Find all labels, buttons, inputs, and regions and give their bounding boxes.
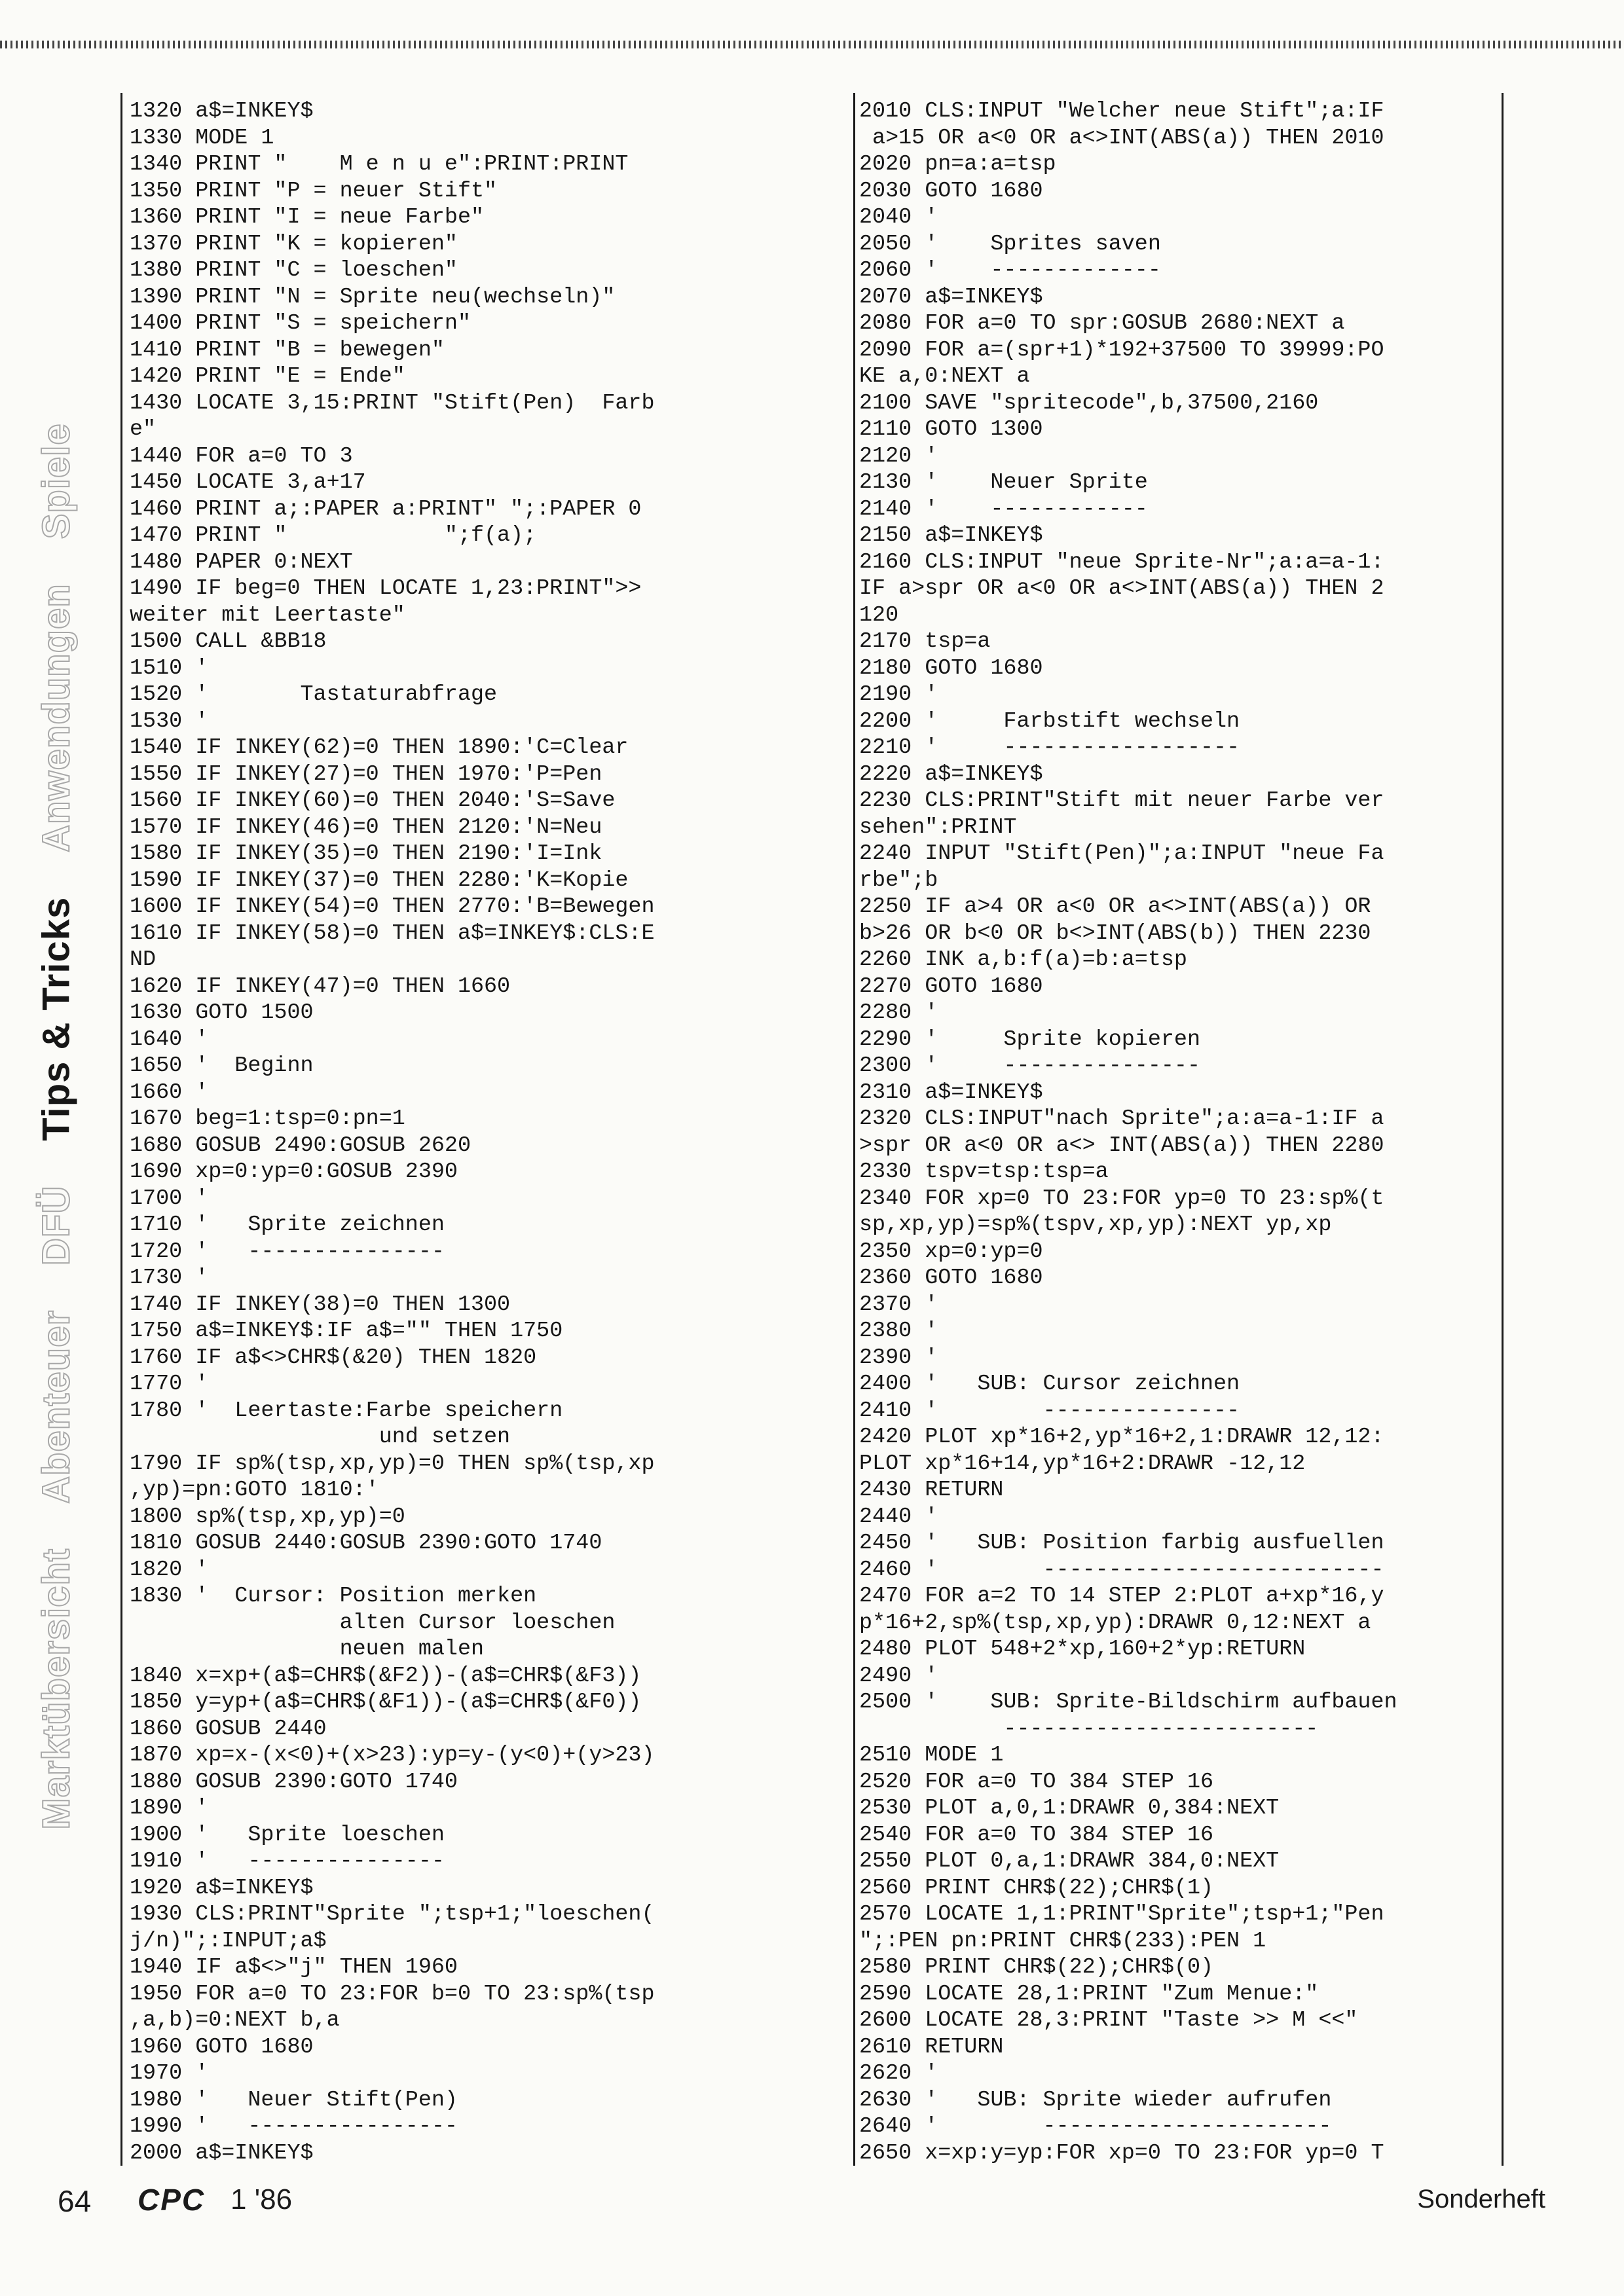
code-line: 2110 GOTO 1300	[859, 417, 1043, 442]
code-line: KE a,0:NEXT a	[859, 364, 1030, 389]
code-line: 2060 ' -------------	[859, 258, 1161, 283]
code-line: 2130 ' Neuer Sprite	[859, 470, 1148, 495]
code-line: 1710 ' Sprite zeichnen	[130, 1212, 445, 1237]
section-index-item: Marktübersicht	[35, 1548, 78, 1830]
code-line: 2030 GOTO 1680	[859, 178, 1043, 204]
code-line: 1940 IF a$<>"j" THEN 1960	[130, 1955, 458, 1980]
code-line: 2220 a$=INKEY$	[859, 761, 1043, 787]
code-line: 1380 PRINT "C = loeschen"	[130, 258, 458, 283]
code-line: j/n)";:INPUT;a$	[130, 1928, 327, 1954]
code-line: ND	[130, 947, 157, 972]
code-line: 1920 a$=INKEY$	[130, 1875, 314, 1901]
code-line: 2440 '	[859, 1504, 938, 1529]
code-line: 2350 xp=0:yp=0	[859, 1239, 1043, 1264]
code-line: 2250 IF a>4 OR a<0 OR a<>INT(ABS(a)) OR	[859, 894, 1371, 919]
code-line: 1360 PRINT "I = neue Farbe"	[130, 205, 485, 230]
code-line: e"	[130, 417, 157, 442]
section-index-item: DFÜ	[35, 1185, 78, 1266]
code-line: 2270 GOTO 1680	[859, 974, 1043, 999]
code-line: 1900 ' Sprite loeschen	[130, 1822, 445, 1848]
code-line: 2340 FOR xp=0 TO 23:FOR yp=0 TO 23:sp%(t	[859, 1186, 1384, 1211]
code-line: 1950 FOR a=0 TO 23:FOR b=0 TO 23:sp%(tsp	[130, 1981, 655, 2007]
code-line: 2560 PRINT CHR$(22);CHR$(1)	[859, 1875, 1214, 1901]
code-line: 2240 INPUT "Stift(Pen)";a:INPUT "neue Fa	[859, 841, 1384, 866]
code-line: 2000 a$=INKEY$	[130, 2140, 314, 2166]
code-line: 1860 GOSUB 2440	[130, 1716, 327, 1741]
code-line: 2490 '	[859, 1663, 938, 1688]
code-line: 120	[859, 602, 899, 628]
code-line: 1970 '	[130, 2061, 209, 2086]
code-line: 2620 '	[859, 2061, 938, 2086]
code-line: 2100 SAVE "spritecode",b,37500,2160	[859, 390, 1319, 416]
code-line: 2040 '	[859, 205, 938, 230]
code-line: a>15 OR a<0 OR a<>INT(ABS(a)) THEN 2010	[859, 125, 1384, 151]
code-line: 1420 PRINT "E = Ende"	[130, 364, 405, 389]
code-line: 1410 PRINT "B = bewegen"	[130, 337, 445, 363]
code-line: 1790 IF sp%(tsp,xp,yp)=0 THEN sp%(tsp,xp	[130, 1451, 655, 1476]
code-line: 2290 ' Sprite kopieren	[859, 1027, 1200, 1052]
code-line: 2370 '	[859, 1292, 938, 1317]
basic-listing-right-column	[859, 98, 1397, 2166]
code-line: 1820 '	[130, 1557, 209, 1582]
code-line: weiter mit Leertaste"	[130, 602, 405, 628]
code-line: sp,xp,yp)=sp%(tspv,xp,yp):NEXT yp,xp	[859, 1212, 1332, 1237]
code-line: 1670 beg=1:tsp=0:pn=1	[130, 1106, 405, 1131]
code-line: 1440 FOR a=0 TO 3	[130, 443, 353, 469]
code-line: und setzen	[130, 1425, 511, 1449]
code-line: 2380 '	[859, 1319, 938, 1343]
code-line: 2170 tsp=a	[859, 629, 991, 654]
code-line: 1690 xp=0:yp=0:GOSUB 2390	[130, 1159, 458, 1184]
code-line: 1700 '	[130, 1186, 209, 1211]
code-line: rbe";b	[859, 867, 938, 893]
code-line: 2080 FOR a=0 TO spr:GOSUB 2680:NEXT a	[859, 311, 1345, 336]
code-line: 1600 IF INKEY(54)=0 THEN 2770:'B=Bewegen	[130, 894, 655, 919]
code-line: 2550 PLOT 0,a,1:DRAWR 384,0:NEXT	[859, 1849, 1280, 1874]
code-line: 1960 GOTO 1680	[130, 2034, 314, 2060]
code-line: 1370 PRINT "K = kopieren"	[130, 231, 458, 257]
code-line: 2230 CLS:PRINT"Stift mit neuer Farbe ver	[859, 788, 1384, 813]
section-label: Sonderheft	[1417, 2185, 1545, 2214]
code-line: 1990 ' ----------------	[130, 2114, 458, 2139]
code-line: 1550 IF INKEY(27)=0 THEN 1970:'P=Pen	[130, 761, 602, 787]
magazine-name: CPC	[138, 2183, 206, 2217]
code-line: 2190 '	[859, 682, 938, 707]
code-line: 1760 IF a$<>CHR$(&20) THEN 1820	[130, 1345, 537, 1370]
code-line: 2630 ' SUB: Sprite wieder aufrufen	[859, 2087, 1332, 2113]
code-line: 2590 LOCATE 28,1:PRINT "Zum Menue:"	[859, 1981, 1319, 2007]
code-line: 2260 INK a,b:f(a)=b:a=tsp	[859, 947, 1187, 972]
code-line: 2640 ' ----------------------	[859, 2114, 1332, 2139]
code-line: 1530 '	[130, 708, 209, 734]
code-line: 2010 CLS:INPUT "Welcher neue Stift";a:IF	[859, 99, 1384, 124]
code-line: 1640 '	[130, 1027, 209, 1052]
code-line: 2480 PLOT 548+2*xp,160+2*yp:RETURN	[859, 1637, 1306, 1662]
code-line: 2400 ' SUB: Cursor zeichnen	[859, 1372, 1240, 1396]
code-line: 1390 PRINT "N = Sprite neu(wechseln)"	[130, 284, 616, 310]
code-line: 1800 sp%(tsp,xp,yp)=0	[130, 1504, 405, 1529]
code-line: b>26 OR b<0 OR b<>INT(ABS(b)) THEN 2230	[859, 920, 1371, 946]
code-line: 2580 PRINT CHR$(22);CHR$(0)	[859, 1955, 1214, 1980]
code-line: neuen malen	[130, 1637, 485, 1662]
code-line: 1630 GOTO 1500	[130, 1000, 314, 1025]
section-index-item: Anwendungen	[35, 583, 78, 852]
code-line: 1590 IF INKEY(37)=0 THEN 2280:'K=Kopie	[130, 867, 629, 893]
section-index-item: Spiele	[35, 422, 78, 539]
code-line: 2140 ' ------------	[859, 496, 1148, 522]
code-line: 1890 '	[130, 1796, 209, 1821]
code-line: 1510 '	[130, 655, 209, 681]
code-line: 1320 a$=INKEY$	[130, 99, 314, 124]
code-line: 1570 IF INKEY(46)=0 THEN 2120:'N=Neu	[130, 814, 602, 840]
code-line: 2210 ' ------------------	[859, 735, 1240, 760]
code-line: 2160 CLS:INPUT "neue Sprite-Nr";a:a=a-1:	[859, 549, 1384, 575]
code-line: 1580 IF INKEY(35)=0 THEN 2190:'I=Ink	[130, 841, 602, 866]
code-line: 1460 PRINT a;:PAPER a:PRINT" ";:PAPER 0	[130, 496, 642, 522]
page-number: 64	[58, 2184, 92, 2218]
code-line: 1680 GOSUB 2490:GOSUB 2620	[130, 1133, 471, 1158]
section-index-labels	[35, 401, 79, 1851]
code-line: 2120 '	[859, 443, 938, 469]
code-line: 1910 ' ---------------	[130, 1849, 445, 1874]
code-line: 2610 RETURN	[859, 2034, 1004, 2060]
code-line: 2390 '	[859, 1345, 938, 1370]
code-line: 1470 PRINT " ";f(a);	[130, 523, 537, 548]
top-dotted-rule	[0, 41, 1624, 48]
code-line: 1720 ' ---------------	[130, 1239, 445, 1264]
code-line: 1930 CLS:PRINT"Sprite ";tsp+1;"loeschen(	[130, 1902, 655, 1927]
code-line: 1350 PRINT "P = neuer Stift"	[130, 178, 498, 204]
code-line: 1830 ' Cursor: Position merken	[130, 1584, 537, 1609]
code-line: 2520 FOR a=0 TO 384 STEP 16	[859, 1769, 1214, 1795]
code-line: PLOT xp*16+14,yp*16+2:DRAWR -12,12	[859, 1451, 1306, 1476]
code-line: 1610 IF INKEY(58)=0 THEN a$=INKEY$:CLS:E	[130, 920, 655, 946]
code-line: 2280 '	[859, 1000, 938, 1025]
code-line: 1880 GOSUB 2390:GOTO 1740	[130, 1769, 458, 1795]
code-line: ------------------------	[859, 1716, 1319, 1741]
code-line: 1740 IF INKEY(38)=0 THEN 1300	[130, 1292, 511, 1317]
issue-label: 1 '86	[231, 2183, 293, 2215]
code-line: 1650 ' Beginn	[130, 1053, 314, 1078]
code-line: 2420 PLOT xp*16+2,yp*16+2,1:DRAWR 12,12:	[859, 1425, 1384, 1449]
code-line: 2450 ' SUB: Position farbig ausfuellen	[859, 1531, 1384, 1556]
code-line: IF a>spr OR a<0 OR a<>INT(ABS(a)) THEN 2	[859, 576, 1384, 601]
code-line: 1400 PRINT "S = speichern"	[130, 311, 471, 336]
section-index-tab	[26, 92, 86, 2160]
code-line: 2180 GOTO 1680	[859, 655, 1043, 681]
code-line: 2150 a$=INKEY$	[859, 523, 1043, 548]
code-line: 2510 MODE 1	[859, 1743, 1004, 1768]
code-line: 2460 ' --------------------------	[859, 1557, 1384, 1582]
code-line: 2470 FOR a=2 TO 14 STEP 2:PLOT a+xp*16,y	[859, 1584, 1384, 1609]
code-line: 2200 ' Farbstift wechseln	[859, 708, 1240, 734]
code-line: 1660 '	[130, 1080, 209, 1105]
code-line: 2360 GOTO 1680	[859, 1266, 1043, 1290]
code-line: ,a,b)=0:NEXT b,a	[130, 2008, 340, 2033]
code-line: 2070 a$=INKEY$	[859, 284, 1043, 310]
code-line: 2530 PLOT a,0,1:DRAWR 0,384:NEXT	[859, 1796, 1280, 1821]
code-line: 2570 LOCATE 1,1:PRINT"Sprite";tsp+1;"Pen	[859, 1902, 1384, 1927]
code-line: 1450 LOCATE 3,a+17	[130, 470, 366, 495]
code-line: sehen":PRINT	[859, 814, 1017, 840]
code-line: 1850 y=yp+(a$=CHR$(&F1))-(a$=CHR$(&F0))	[130, 1690, 642, 1715]
code-line: 1780 ' Leertaste:Farbe speichern	[130, 1398, 563, 1423]
code-line: 2020 pn=a:a=tsp	[859, 152, 1056, 177]
code-line: 2600 LOCATE 28,3:PRINT "Taste >> M <<"	[859, 2008, 1358, 2033]
code-line: 1620 IF INKEY(47)=0 THEN 1660	[130, 974, 511, 999]
code-line: 1980 ' Neuer Stift(Pen)	[130, 2087, 458, 2113]
code-line: 1500 CALL &BB18	[130, 629, 327, 654]
code-line: 2300 ' ---------------	[859, 1053, 1200, 1078]
section-index-item: Abenteuer	[35, 1309, 78, 1504]
code-line: 1840 x=xp+(a$=CHR$(&F2))-(a$=CHR$(&F3))	[130, 1663, 642, 1688]
code-line: p*16+2,sp%(tsp,xp,yp):DRAWR 0,12:NEXT a	[859, 1610, 1371, 1635]
basic-listing-left-column	[130, 98, 655, 2166]
code-line: 2650 x=xp:y=yp:FOR xp=0 TO 23:FOR yp=0 T	[859, 2140, 1384, 2166]
code-line: 1730 '	[130, 1266, 209, 1290]
code-line: 2050 ' Sprites saven	[859, 231, 1161, 257]
code-line: ";:PEN pn:PRINT CHR$(233):PEN 1	[859, 1928, 1266, 1954]
code-line: ,yp)=pn:GOTO 1810:'	[130, 1478, 379, 1503]
code-line: 2310 a$=INKEY$	[859, 1080, 1043, 1105]
code-line: 1560 IF INKEY(60)=0 THEN 2040:'S=Save	[130, 788, 616, 813]
code-line: 2430 RETURN	[859, 1478, 1004, 1503]
code-line: 1490 IF beg=0 THEN LOCATE 1,23:PRINT">>	[130, 576, 642, 601]
code-line: 2500 ' SUB: Sprite-Bildschirm aufbauen	[859, 1690, 1397, 1715]
code-line: 1430 LOCATE 3,15:PRINT "Stift(Pen) Farb	[130, 390, 655, 416]
code-line: 1330 MODE 1	[130, 125, 274, 151]
code-line: 2410 ' ---------------	[859, 1398, 1240, 1423]
code-line: 1870 xp=x-(x<0)+(x>23):yp=y-(y<0)+(y>23)	[130, 1743, 655, 1768]
code-line: 1810 GOSUB 2440:GOSUB 2390:GOTO 1740	[130, 1531, 602, 1556]
code-line: 1540 IF INKEY(62)=0 THEN 1890:'C=Clear	[130, 735, 629, 760]
code-line: 2320 CLS:INPUT"nach Sprite";a:a=a-1:IF a	[859, 1106, 1384, 1131]
code-line: 1750 a$=INKEY$:IF a$="" THEN 1750	[130, 1319, 563, 1343]
code-line: 1480 PAPER 0:NEXT	[130, 549, 353, 575]
code-line: 2540 FOR a=0 TO 384 STEP 16	[859, 1822, 1214, 1848]
code-line: 2090 FOR a=(spr+1)*192+37500 TO 39999:PO	[859, 337, 1384, 363]
code-line: 1770 '	[130, 1372, 209, 1396]
code-line: >spr OR a<0 OR a<> INT(ABS(a)) THEN 2280	[859, 1133, 1384, 1158]
code-line: 1520 ' Tastaturabfrage	[130, 682, 498, 707]
column-divider	[853, 93, 855, 2166]
code-line: 2330 tspv=tsp:tsp=a	[859, 1159, 1109, 1184]
section-index-item: Tips & Tricks	[35, 896, 78, 1141]
code-line: alten Cursor loeschen	[130, 1610, 616, 1635]
code-line: 1340 PRINT " M e n u e":PRINT:PRINT	[130, 152, 629, 177]
